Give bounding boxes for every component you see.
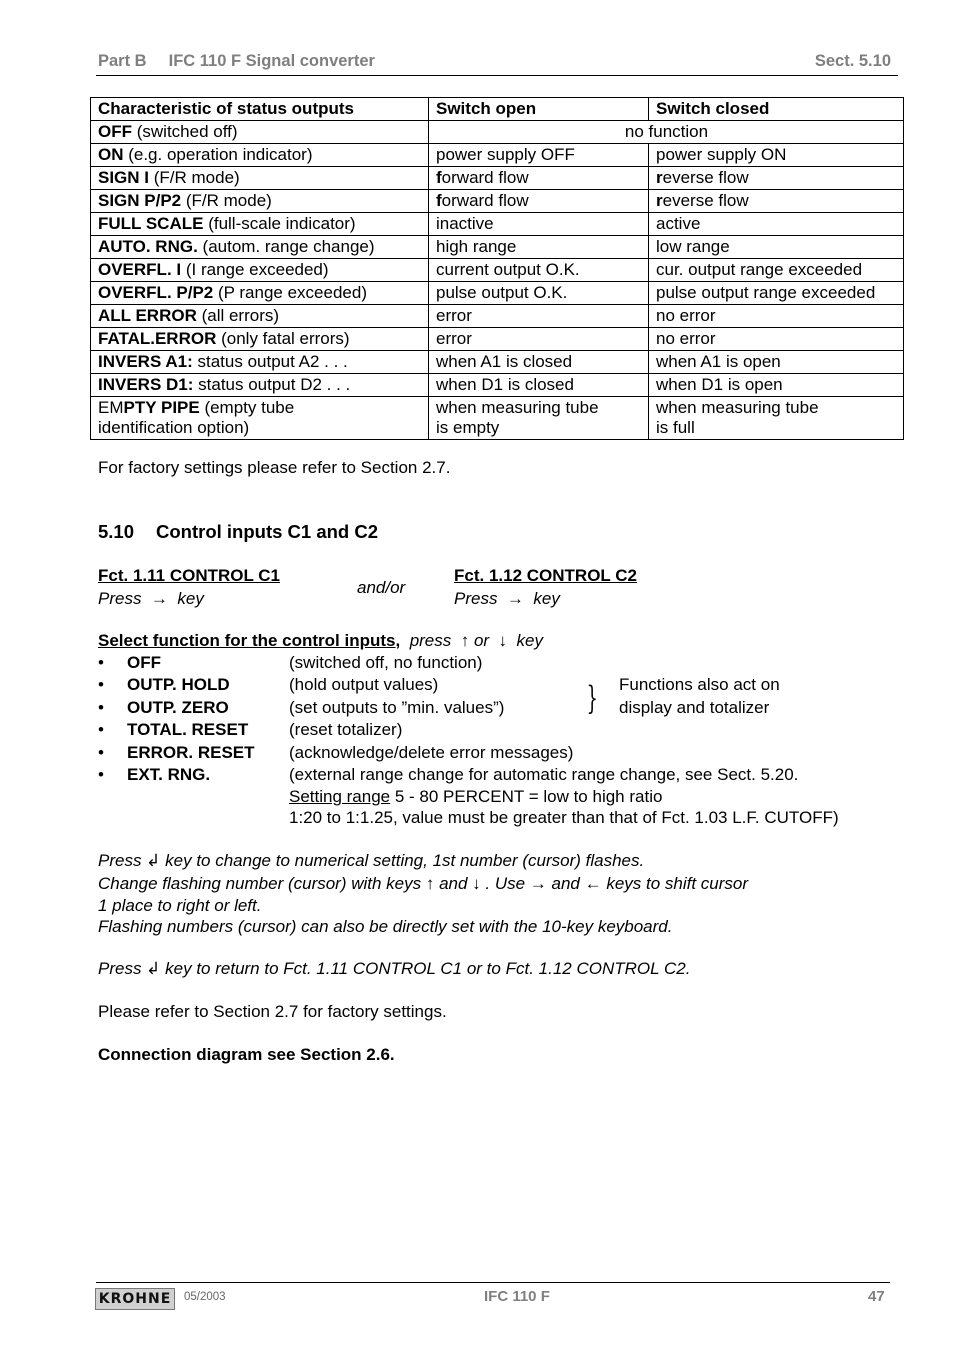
switch-open-cell [429,190,649,213]
characteristic-desc: (empty tube [199,398,295,417]
section-heading [98,521,378,543]
table-row [91,236,904,259]
footer-divider [96,1282,890,1283]
connection-note: Connection diagram see Section 2.6. [98,1045,395,1064]
switch-closed-cell [649,236,904,259]
return-note: Press ↲ key to return to Fct. 1.11 CONTROL C1 or to Fct. 1.12 CONTROL C2. [98,959,691,978]
side-note-line: display and totalizer [619,698,770,717]
switch-open-text: current output O.K. [436,260,580,279]
function-item [98,720,248,740]
switch-closed-cell [649,282,904,305]
characteristic-cell [91,190,429,213]
function-desc: (set outputs to ”min. values”) [289,698,505,717]
or-label: or [473,631,490,650]
switch-open-text: when measuring tube [436,398,599,417]
switch-open-text: orward flow [441,168,529,187]
instruction-line: Change flashing number (cursor) with keys ↑ and ↓ . Use → and ← keys to shift cursor [98,874,749,893]
merged-cell: no function [429,121,904,144]
switch-closed-cell [649,305,904,328]
switch-open-text-line2: is empty [436,418,500,437]
switch-closed-cell [649,144,904,167]
characteristic-desc: status output D2 . . . [193,375,351,394]
switch-closed-text: low range [656,237,730,256]
switch-closed-text-line2: is full [656,418,695,437]
switch-closed-text: everse flow [662,191,749,210]
press-label: Press [98,589,142,608]
column-header: Characteristic of status outputs [91,98,429,121]
characteristic-cell [91,305,429,328]
fct-c2-instruction [454,587,637,610]
table-row [91,167,904,190]
characteristic-cell [91,259,429,282]
switch-open-cell [429,282,649,305]
initial-letter: f [436,191,442,210]
bullet-icon: • [98,743,104,762]
setting-range-detail: 1:20 to 1:1.25, value must be greater than that of Fct. 1.03 L.F. CUTOFF) [289,808,839,827]
switch-open-text: error [436,329,472,348]
column-header: Switch closed [649,98,904,121]
characteristic-name: FATAL.ERROR [98,329,217,348]
brace-icon: } [586,679,598,717]
switch-closed-cell [649,213,904,236]
characteristic-desc: (F/R mode) [149,168,240,187]
status-outputs-table [90,97,904,440]
switch-closed-text: active [656,214,701,233]
table-row [91,213,904,236]
footer-date: 05/2003 [184,1291,226,1303]
bullet-icon: • [98,698,104,717]
switch-open-text: pulse output O.K. [436,283,568,302]
switch-closed-cell [649,351,904,374]
function-desc: (acknowledge/delete error messages) [289,743,574,762]
initial-letter: f [436,168,442,187]
bullet-icon: • [98,720,104,739]
switch-open-text: when D1 is closed [436,375,574,394]
fct-c2-title: Fct. 1.12 CONTROL C2 [454,566,637,585]
characteristic-name: OVERFL. P/P2 [98,283,214,302]
right-arrow-icon: → [506,589,524,608]
characteristic-cell [91,213,429,236]
table-row [91,190,904,213]
table-row [91,374,904,397]
characteristic-desc: (autom. range change) [197,237,375,256]
characteristic-name: OFF [98,122,132,141]
table-row [91,305,904,328]
bullet-icon: • [98,675,104,694]
characteristic-name: OVERFL. I [98,260,182,279]
function-name: TOTAL. RESET [127,720,249,739]
initial-letter: r [656,191,663,210]
function-item [98,743,255,763]
characteristic-desc-line2: identification option) [98,418,250,437]
select-function-label: Select function for the control inputs [98,631,396,650]
switch-closed-text: when D1 is open [656,375,783,394]
key-label: key [177,589,204,608]
comma: , [395,631,401,650]
table-row [91,121,904,144]
refer-note: Please refer to Section 2.7 for factory settings. [98,1002,447,1021]
characteristic-desc: (switched off) [132,122,238,141]
key-label: key [516,631,543,650]
key-label: key [533,589,560,608]
function-name: OUTP. ZERO [127,698,229,717]
switch-open-cell [429,213,649,236]
characteristic-cell [91,397,429,440]
krohne-logo: KROHNE [95,1288,175,1310]
characteristic-desc: (only fatal errors) [216,329,350,348]
function-item [98,765,210,785]
characteristic-prefix: EM [98,398,124,417]
instruction-line: Press ↲ key to change to numerical setting, 1st number (cursor) flashes. [98,851,645,870]
switch-open-cell [429,397,649,440]
running-header-left [98,52,375,71]
fct-c1-title: Fct. 1.11 CONTROL C1 [98,566,281,585]
function-desc: (external range change for automatic range change, see Sect. 5.20. [289,765,799,784]
switch-open-text: error [436,306,472,325]
switch-open-cell [429,328,649,351]
select-function-line [98,631,543,651]
switch-closed-cell [649,328,904,351]
switch-closed-text: no error [656,329,716,348]
right-arrow-icon: → [150,589,168,608]
function-item [98,653,161,673]
switch-open-cell [429,374,649,397]
table-row [91,259,904,282]
press-label: Press [454,589,498,608]
press-label: press [409,631,452,650]
characteristic-cell [91,144,429,167]
fct-c2-block [454,564,637,610]
table-row [91,282,904,305]
initial-letter: r [656,168,663,187]
characteristic-cell [91,121,429,144]
function-desc: (switched off, no function) [289,653,483,672]
footer-product: IFC 110 F [484,1288,550,1305]
characteristic-name: INVERS A1: [98,352,193,371]
page-number: 47 [868,1288,885,1305]
switch-open-text: power supply OFF [436,145,575,164]
characteristic-name: SIGN P/P2 [98,191,182,210]
switch-open-cell [429,259,649,282]
characteristic-cell [91,282,429,305]
switch-closed-text: everse flow [662,168,749,187]
characteristic-name: FULL SCALE [98,214,204,233]
header-title: IFC 110 F Signal converter [168,52,375,70]
table-body [91,121,904,440]
function-desc: (reset totalizer) [289,720,403,739]
switch-closed-text: when A1 is open [656,352,781,371]
fct-c1-block [98,564,280,610]
table-row [91,144,904,167]
function-item [98,698,229,718]
up-arrow-icon: ↑ [460,631,470,650]
switch-closed-cell [649,167,904,190]
function-name: OFF [127,653,161,672]
bullet-icon: • [98,765,104,784]
table-row [91,397,904,440]
setting-range-value: 5 - 80 PERCENT = low to high ratio [390,787,663,806]
section-title: Control inputs C1 and C2 [156,521,378,542]
switch-closed-text: no error [656,306,716,325]
characteristic-name: INVERS D1: [98,375,194,394]
characteristic-desc: (all errors) [196,306,280,325]
characteristic-desc: (e.g. operation indicator) [123,145,313,164]
switch-closed-cell [649,190,904,213]
table-row [91,328,904,351]
characteristic-name: AUTO. RNG. [98,237,198,256]
switch-open-cell [429,351,649,374]
characteristic-name: SIGN I [98,168,150,187]
characteristic-cell [91,328,429,351]
function-item [98,675,230,695]
switch-closed-text: pulse output range exceeded [656,283,876,302]
header-divider [96,75,898,76]
section-number: 5.10 [98,521,135,542]
function-name: ERROR. RESET [127,743,255,762]
characteristic-cell [91,351,429,374]
bullet-icon: • [98,653,104,672]
function-desc: (hold output values) [289,675,439,694]
characteristic-desc: (P range exceeded) [213,283,367,302]
switch-open-text: orward flow [441,191,529,210]
switch-open-text: inactive [436,214,494,233]
function-name: EXT. RNG. [127,765,211,784]
switch-closed-cell [649,259,904,282]
characteristic-desc: (F/R mode) [181,191,272,210]
characteristic-cell [91,374,429,397]
characteristic-desc: status output A2 . . . [192,352,348,371]
setting-range-line [289,787,662,807]
header-part: Part B [98,52,147,70]
function-name: OUTP. HOLD [127,675,230,694]
setting-range-label: Setting range [289,787,391,806]
switch-open-cell [429,305,649,328]
side-note-line: Functions also act on [619,675,780,694]
switch-closed-text: when measuring tube [656,398,819,417]
instruction-line: Flashing numbers (cursor) can also be directly set with the 10-key keyboard. [98,917,673,936]
characteristic-name: ALL ERROR [98,306,197,325]
characteristic-name: ON [98,145,124,164]
switch-closed-text: cur. output range exceeded [656,260,863,279]
switch-closed-cell [649,397,904,440]
characteristic-name: PTY PIPE [123,398,200,417]
table-header-row [91,98,904,121]
column-header: Switch open [429,98,649,121]
switch-open-text: when A1 is closed [436,352,573,371]
switch-open-cell [429,236,649,259]
switch-open-text: high range [436,237,517,256]
instruction-line: 1 place to right or left. [98,896,262,915]
and-or-label: and/or [357,578,406,597]
header-section: Sect. 5.10 [814,52,891,70]
fct-c1-instruction [98,587,280,610]
switch-closed-cell [649,374,904,397]
down-arrow-icon: ↓ [498,631,508,650]
switch-open-cell [429,144,649,167]
factory-settings-note: For factory settings please refer to Section 2.7. [98,458,451,477]
switch-open-cell [429,167,649,190]
switch-closed-text: power supply ON [656,145,787,164]
characteristic-desc: (I range exceeded) [181,260,329,279]
characteristic-cell [91,167,429,190]
table-row [91,351,904,374]
characteristic-cell [91,236,429,259]
characteristic-desc: (full-scale indicator) [203,214,356,233]
